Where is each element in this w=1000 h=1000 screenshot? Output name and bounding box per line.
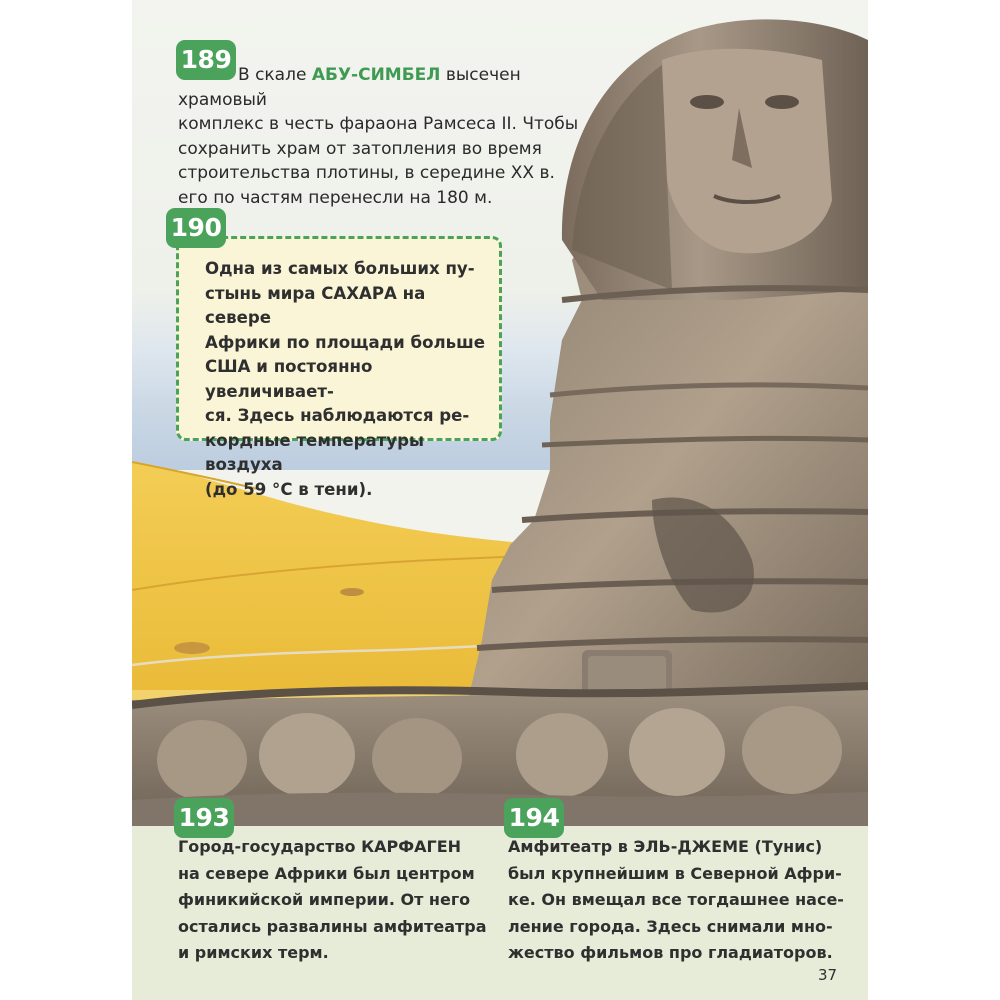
text-line: сохранить храм от затопления во время [178, 138, 542, 159]
text-line: кордные температуры воздуха [205, 430, 424, 474]
text-line: Город-государство КАРФАГЕН [178, 837, 462, 856]
fact-189-text [178, 63, 598, 210]
text-line: Амфитеатр в ЭЛЬ-ДЖЕМЕ (Тунис) [508, 837, 823, 856]
text-line: США и постоянно увеличивает- [205, 357, 373, 401]
text-line: был крупнейшим в Северной Афри- [508, 863, 842, 883]
stone-ruins [132, 686, 868, 830]
fact-number-badge: 193 [174, 798, 234, 838]
highlighted-term: АБУ-СИМБЕЛ [311, 65, 441, 85]
book-page [132, 0, 868, 1000]
text-line: Одна из самых больших пу- [205, 259, 475, 278]
fact-190-note-box [176, 236, 502, 499]
text-line: Африки по площади больше [205, 332, 485, 352]
text-line: высечен храмовый [178, 65, 521, 110]
text-line: ление города. Здесь снимали мно- [508, 916, 833, 936]
text-line: его по частям перенесли на 180 м. [178, 187, 493, 208]
text-line: В скале [238, 65, 312, 85]
text-line: ке. Он вмещал все тогдашнее насе- [508, 890, 844, 909]
text-line: стынь мира САХАРА на севере [205, 283, 426, 327]
text-line: и римских терм. [178, 943, 329, 962]
text-line: на севере Африки был центром [178, 863, 475, 883]
fact-193-text [178, 834, 498, 967]
text-line: комплекс в честь фараона Рамсеса II. Чтобы [178, 114, 579, 134]
fact-number-badge: 189 [176, 40, 236, 80]
text-line: строительства плотины, в середине XX в. [178, 163, 555, 183]
text-line: ся. Здесь наблюдаются ре- [205, 406, 470, 425]
text-line: жество фильмов про гладиаторов. [508, 943, 833, 962]
page-number: 37 [818, 966, 838, 984]
fact-number-badge: 190 [166, 208, 226, 248]
text-line: остались развалины амфитеатра [178, 916, 487, 936]
text-line: (до 59 °С в тени). [205, 479, 373, 499]
fact-194-text [508, 834, 848, 967]
fact-number-badge: 194 [504, 798, 564, 838]
text-line: финикийской империи. От него [178, 890, 471, 909]
